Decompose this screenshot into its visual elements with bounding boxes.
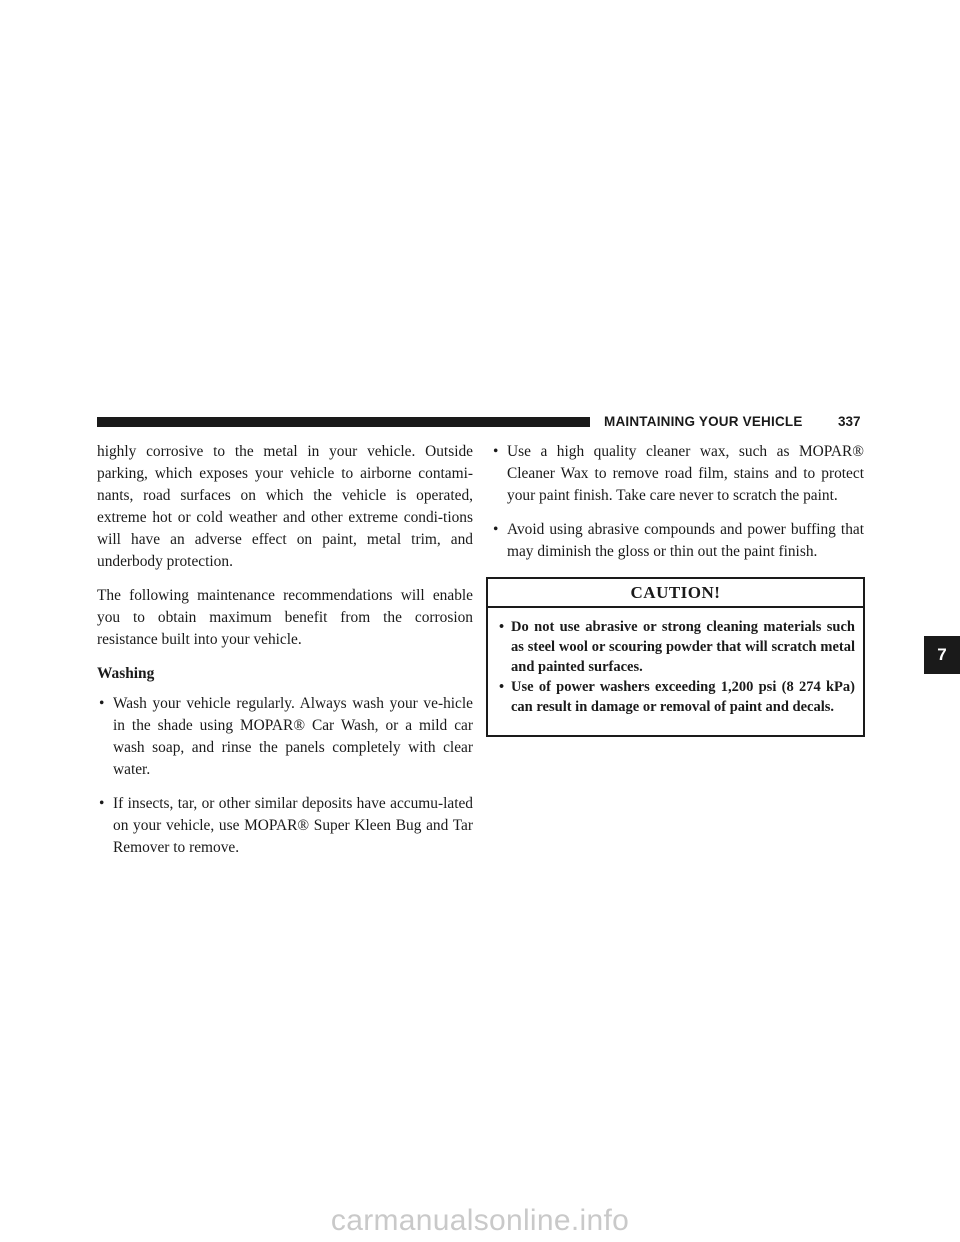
- bullet-text: Avoid using abrasive compounds and power buffing that may diminish the gloss or thin out the paint finish.: [507, 521, 864, 560]
- section-title: MAINTAINING YOUR VEHICLE: [604, 414, 803, 429]
- bullet-icon: •: [493, 521, 499, 538]
- caution-text: Do not use abrasive or strong cleaning materials such as steel wool or scouring powder that will scratch metal and painted surfaces.: [511, 619, 855, 675]
- list-item: [491, 441, 864, 507]
- paragraph-recommendations: The following maintenance recommendations will enable you to obtain maximum benefit from the corrosion resistance built into your vehicle.: [97, 587, 473, 648]
- bullet-icon: •: [99, 795, 105, 812]
- bullet-icon: •: [493, 443, 499, 460]
- bullet-text: Wash your vehicle regularly. Always wash your ve-hicle in the shade using MOPAR® Car Wash, or a mild car wash soap, and rinse the panels completely with clear water.: [113, 695, 473, 778]
- header-rule: [97, 417, 590, 427]
- caution-text: Use of power washers exceeding 1,200 psi (8 274 kPa) can result in damage or removal of paint and decals.: [511, 679, 855, 715]
- bullet-icon: •: [499, 619, 505, 635]
- bullet-text: Use a high quality cleaner wax, such as MOPAR® Cleaner Wax to remove road film, stains and to protect your paint finish. Take care never to scratch the paint.: [507, 443, 864, 504]
- caution-body: [488, 608, 863, 717]
- page-number: 337: [838, 414, 861, 429]
- list-item: [97, 793, 473, 859]
- paragraph-corrosion: highly corrosive to the metal in your vehicle. Outside parking, which exposes your vehicle to airborne contami-nants, road surfaces on which the vehicle is operated, extreme hot or cold weather and other extreme condi-tions will have an adverse effect on paint, metal trim, and underbody protection.: [97, 443, 473, 570]
- list-item: [491, 519, 864, 563]
- caution-item: [499, 677, 855, 717]
- bullet-text: If insects, tar, or other similar deposits have accumu-lated on your vehicle, use MOPAR® Super Kleen Bug and Tar Remover to remove.: [113, 795, 473, 856]
- left-column: [97, 441, 473, 871]
- list-item: [97, 693, 473, 781]
- caution-title: CAUTION!: [488, 579, 863, 608]
- bullet-icon: •: [499, 679, 505, 695]
- washing-heading: Washing: [97, 665, 155, 682]
- right-column: [491, 441, 864, 575]
- chapter-tab: 7: [924, 636, 960, 674]
- bullet-icon: •: [99, 695, 105, 712]
- watermark: carmanualsonline.info: [330, 1204, 630, 1237]
- caution-item: [499, 617, 855, 677]
- caution-box: [486, 577, 865, 737]
